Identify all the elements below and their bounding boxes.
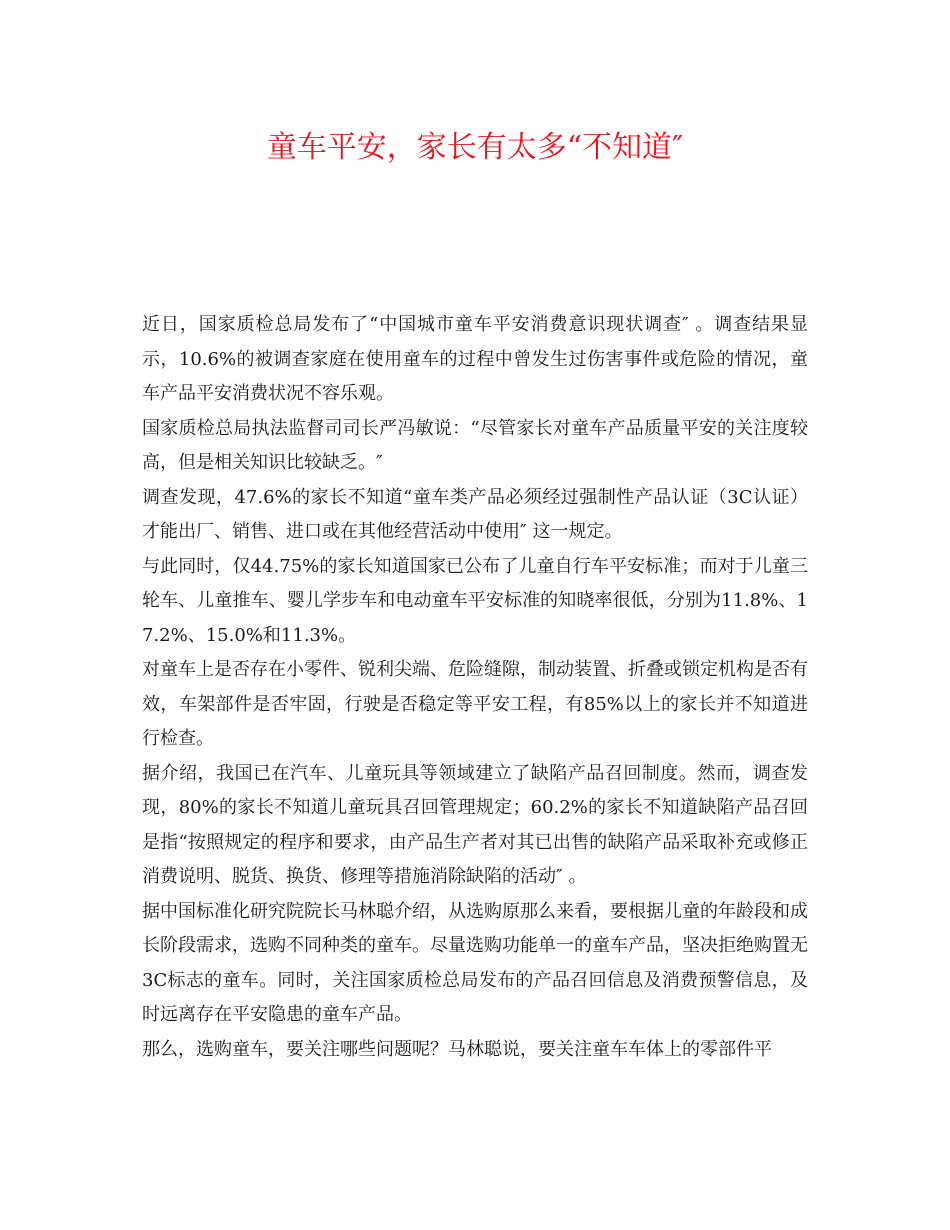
paragraph: 与此同时，仅44.75%的家长知道国家已公布了儿童自行车平安标准；而对于儿童三轮车、儿童推车、婴儿学步车和电动童车平安标准的知晓率很低，分别为11.8%、17.2%、15.0%和11.3%。 — [142, 555, 808, 646]
paragraph: 调查发现，47.6%的家长不知道“童车类产品必须经过强制性产品认证（3C认证）才能出厂、销售、进口或在其他经营活动中使用″ 这一规定。 — [142, 486, 808, 542]
paragraph: 对童车上是否存在小零件、锐利尖端、危险缝隙，制动装置、折叠或锁定机构是否有效，车架部件是否牢固，行驶是否稳定等平安工程，有85%以上的家长并不知道进行检查。 — [142, 659, 808, 749]
paragraph: 国家质检总局执法监督司司长严冯敏说：“尽管家长对童车产品质量平安的关注度较高，但是相关知识比较缺乏。″ — [142, 417, 808, 473]
paragraph: 据介绍，我国已在汽车、儿童玩具等领域建立了缺陷产品召回制度。然而，调查发现，80%的家长不知道儿童玩具召回管理规定；60.2%的家长不知道缺陷产品召回是指“按照规定的程序和要求，由产品生产者对其已出售的缺陷产品采取补充或修正消费说明、脱货、换货、修理等措施消除缺陷的活动″ 。 — [142, 762, 808, 887]
paragraph: 据中国标准化研究院院长马林聪介绍，从选购原那么来看，要根据儿童的年龄段和成长阶段需求，选购不同种类的童车。尽量选购功能单一的童车产品，坚决拒绝购置无3C标志的童车。同时，关注国家质检总局发布的产品召回信息及消费预警信息，及时远离存在平安隐患的童车产品。 — [142, 900, 808, 1025]
paragraph: 那么，选购童车，要关注哪些问题呢？马林聪说，要关注童车车体上的零部件平 — [142, 1038, 772, 1060]
document-body — [142, 308, 808, 1067]
document-title: 童车平安，家长有太多“不知道″ — [266, 130, 684, 165]
paragraph: 近日，国家质检总局发布了“中国城市童车平安消费意识现状调查″ 。调查结果显示，10.6%的被调查家庭在使用童车的过程中曾发生过伤害事件或危险的情况，童车产品平安消费状况不容乐观。 — [142, 314, 808, 404]
